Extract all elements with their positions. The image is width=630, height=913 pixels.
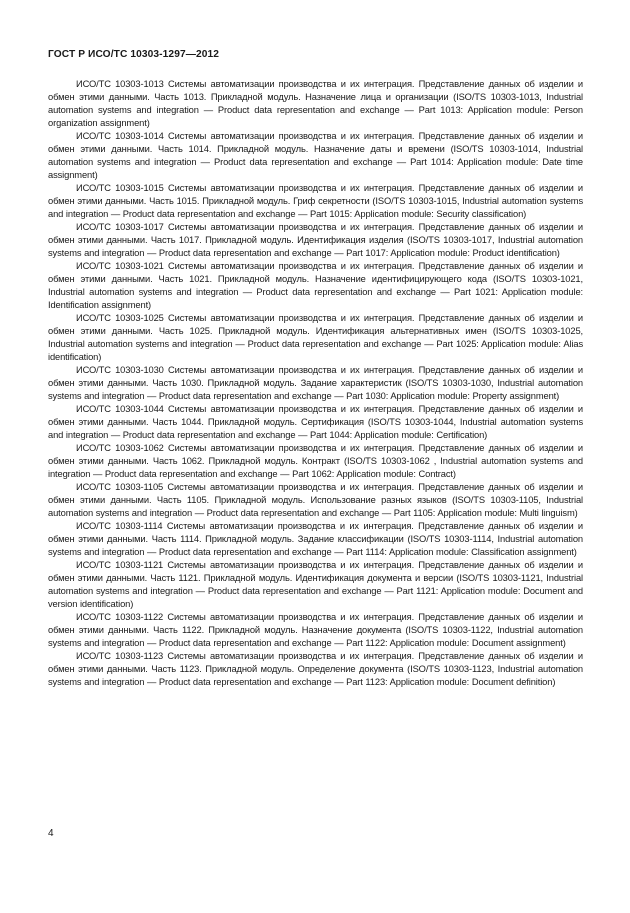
reference-entry-1030: ИСО/ТС 10303-1030 Системы автоматизации производства и их интеграция. Представление данных об изделии и обмен этими данными. Часть 1030. Прикладной модуль. Задание характеристик (ISO/TS 10303-1030, Industrial automation systems and integration — Product data representation and exchange — Part 1030: Application module: Property assignment) bbox=[48, 365, 583, 401]
reference-entry-1015: ИСО/ТС 10303-1015 Системы автоматизации производства и их интеграция. Представление данных об изделии и обмен этими данными. Часть 1015. Прикладной модуль. Гриф секретности (ISO/TS 10303-1015, Industrial automation systems and integration — Product data representation and exchange — Part 1015: Application module: Security classification) bbox=[48, 183, 583, 219]
reference-entry-1062: ИСО/ТС 10303-1062 Системы автоматизации производства и их интеграция. Представление данных об изделии и обмен этими данными. Часть 1062. Прикладной модуль. Контракт (ISO/TS 10303-1062 , Industrial automation systems and integration — Product data representation and exchange — Part 1062: Application module: Contract) bbox=[48, 443, 583, 479]
reference-entry-1013: ИСО/ТС 10303-1013 Системы автоматизации производства и их интеграция. Представление данных об изделии и обмен этими данными. Часть 1013. Прикладной модуль. Назначение лица и организации (ISO/TS 10303-1013, Industrial automation systems and integration — Product data representation and exchange — Part 1013: Application module: Person organization assignment) bbox=[48, 79, 583, 128]
reference-entry-1044: ИСО/ТС 10303-1044 Системы автоматизации производства и их интеграция. Представление данных об изделии и обмен этими данными. Часть 1044. Прикладной модуль. Сертификация (ISO/TS 10303-1044, Industrial automation systems and integration — Product data representation and exchange — Part 1044: Application module: Certification) bbox=[48, 404, 583, 440]
page-header: ГОСТ Р ИСО/ТС 10303-1297—2012 bbox=[48, 49, 220, 60]
page-number: 4 bbox=[48, 828, 54, 839]
reference-entry-1121: ИСО/ТС 10303-1121 Системы автоматизации производства и их интеграция. Представление данных об изделии и обмен этими данными. Часть 1121. Прикладной модуль. Идентификация документа и версии (ISO/TS 10303-1121, Industrial automation systems and integration — Product data representation and exchange — Part 1121: Application module: Document and version identification) bbox=[48, 560, 583, 609]
reference-entry-1105: ИСО/ТС 10303-1105 Системы автоматизации производства и их интеграция. Представление данных об изделии и обмен этими данными. Часть 1105. Прикладной модуль. Использование разных языков (ISO/TS 10303-1105, Industrial automation systems and integration — Product data representation and exchange — Part 1105: Application module: Multi linguism) bbox=[48, 482, 583, 518]
reference-entry-1114: ИСО/ТС 10303-1114 Системы автоматизации производства и их интеграция. Представление данных об изделии и обмен этими данными. Часть 1114. Прикладной модуль. Задание классификации (ISO/TS 10303-1114, Industrial automation systems and integration — Product data representation and exchange — Part 1114: Application module: Classification assignment) bbox=[48, 521, 583, 557]
reference-entry-1025: ИСО/ТС 10303-1025 Системы автоматизации производства и их интеграция. Представление данных об изделии и обмен этими данными. Часть 1025. Прикладной модуль. Идентификация альтернативных имен (ISO/TS 10303-1025, Industrial automation systems and integration — Product data representation and exchange — Part 1025: Application module: Alias identification) bbox=[48, 313, 583, 362]
reference-entry-1123: ИСО/ТС 10303-1123 Системы автоматизации производства и их интеграция. Представление данных об изделии и обмен этими данными. Часть 1123. Прикладной модуль. Определение документа (ISO/TS 10303-1123, Industrial automation systems and integration — Product data representation and exchange — Part 1123: Application module: Document definition) bbox=[48, 651, 583, 687]
reference-entry-1017: ИСО/ТС 10303-1017 Системы автоматизации производства и их интеграция. Представление данных об изделии и обмен этими данными. Часть 1017. Прикладной модуль. Идентификация изделия (ISO/TS 10303-1017, Industrial automation systems and integration — Product data representation and exchange — Part 1017: Application module: Product identification) bbox=[48, 222, 583, 258]
reference-list bbox=[48, 78, 583, 689]
reference-entry-1014: ИСО/ТС 10303-1014 Системы автоматизации производства и их интеграция. Представление данных об изделии и обмен этими данными. Часть 1014. Прикладной модуль. Назначение даты и времени (ISO/TS 10303-1014, Industrial automation systems and integration — Product data representation and exchange — Part 1014: Application module: Date time assignment) bbox=[48, 131, 583, 180]
reference-entry-1021: ИСО/ТС 10303-1021 Системы автоматизации производства и их интеграция. Представление данных об изделии и обмен этими данными. Часть 1021. Прикладной модуль. Назначение идентифицирующего кода (ISO/TS 10303-1021, Industrial automation systems and integration — Product data representation and exchange — Part 1021: Application module: Identification assignment) bbox=[48, 261, 583, 310]
reference-entry-1122: ИСО/ТС 10303-1122 Системы автоматизации производства и их интеграция. Представление данных об изделии и обмен этими данными. Часть 1122. Прикладной модуль. Назначение документа (ISO/TS 10303-1122, Industrial automation systems and integration — Product data representation and exchange — Part 1122: Application module: Document assignment) bbox=[48, 612, 583, 648]
